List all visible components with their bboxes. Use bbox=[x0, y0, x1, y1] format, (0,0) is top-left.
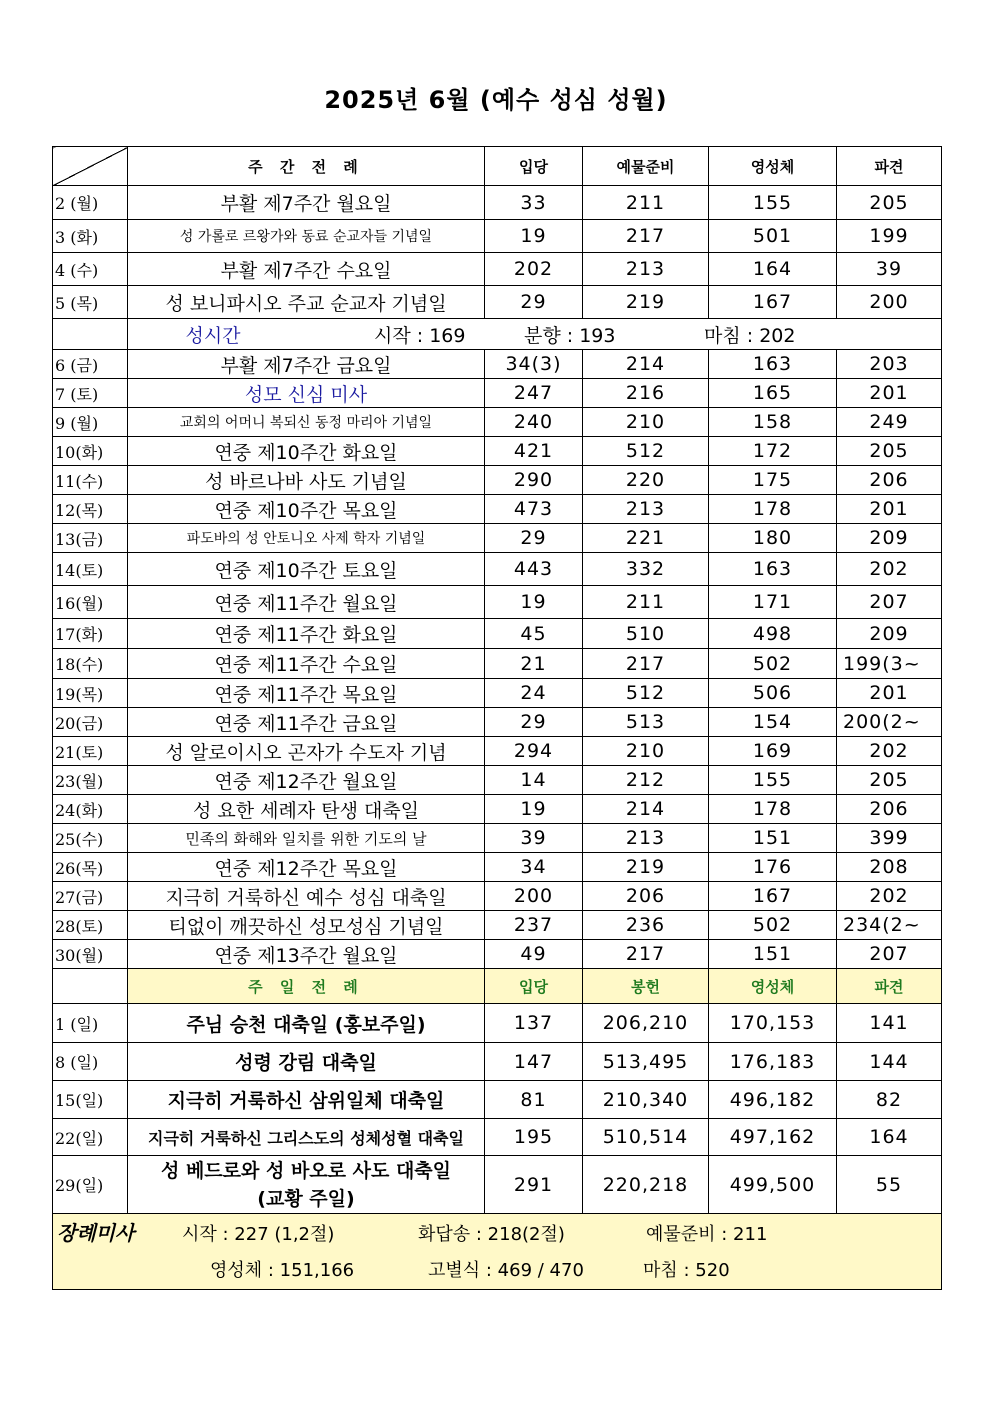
dismissal-value: 201 bbox=[837, 379, 942, 408]
dismissal-value: 82 bbox=[837, 1081, 942, 1119]
weekday_rows2-row bbox=[53, 853, 942, 882]
offertory-value: 510 bbox=[583, 619, 709, 649]
offertory-value: 510,514 bbox=[583, 1119, 709, 1156]
offertory-value: 213 bbox=[583, 824, 709, 853]
liturgy-name-cell: 성 가롤로 르왕가와 동료 순교자들 기념일 bbox=[128, 220, 485, 253]
holy-hour-empty-cell bbox=[53, 319, 128, 350]
dismissal-value: 202 bbox=[837, 882, 942, 911]
liturgy-name-cell: 성모 신심 미사 bbox=[128, 379, 485, 408]
entrance-value: 29 bbox=[485, 708, 583, 737]
liturgy-name-cell: 연중 제11주간 수요일 bbox=[128, 649, 485, 679]
liturgy-name-cell: 연중 제10주간 토요일 bbox=[128, 553, 485, 586]
entrance-value: 237 bbox=[485, 911, 583, 940]
sunday-header-offering: 봉헌 bbox=[583, 969, 709, 1004]
sunday-header-corner bbox=[53, 969, 128, 1004]
entrance-value: 200 bbox=[485, 882, 583, 911]
communion-value: 158 bbox=[709, 408, 837, 437]
liturgy-name-cell: 연중 제10주간 목요일 bbox=[128, 495, 485, 524]
entrance-value: 19 bbox=[485, 795, 583, 824]
weekday_rows2-row bbox=[53, 379, 942, 408]
liturgy-name-cell: 연중 제13주간 월요일 bbox=[128, 940, 485, 969]
funeral-label: 장례미사 bbox=[57, 1220, 135, 1245]
funeral-mass-row bbox=[53, 1214, 942, 1290]
entrance-value: 240 bbox=[485, 408, 583, 437]
entrance-value: 294 bbox=[485, 737, 583, 766]
date-cell: 27(금) bbox=[53, 882, 128, 911]
date-cell: 1 (일) bbox=[53, 1004, 128, 1043]
date-cell: 8 (일) bbox=[53, 1043, 128, 1081]
date-cell: 12(목) bbox=[53, 495, 128, 524]
dismissal-value: 205 bbox=[837, 437, 942, 466]
liturgy-name-line1: 성 베드로와 성 바오로 사도 대축일 bbox=[160, 1159, 452, 1182]
liturgy-name-cell: 교회의 어머니 복되신 동정 마리아 기념일 bbox=[128, 408, 485, 437]
communion-value: 163 bbox=[709, 350, 837, 379]
dismissal-value: 205 bbox=[837, 186, 942, 220]
date-cell: 16(월) bbox=[53, 586, 128, 619]
funeral-mass-cell bbox=[53, 1214, 942, 1290]
liturgy-name-cell bbox=[128, 1156, 485, 1214]
dismissal-value: 206 bbox=[837, 795, 942, 824]
holy-hour-end: 마침 : 202 bbox=[704, 324, 796, 347]
liturgy-name-cell: 성 바르나바 사도 기념일 bbox=[128, 466, 485, 495]
communion-value: 164 bbox=[709, 253, 837, 286]
sunday-header-communion: 영성체 bbox=[709, 969, 837, 1004]
offertory-value: 214 bbox=[583, 350, 709, 379]
entrance-value: 247 bbox=[485, 379, 583, 408]
entrance-value: 202 bbox=[485, 253, 583, 286]
dismissal-value: 200(2~ bbox=[837, 708, 942, 737]
weekday_rows2-row bbox=[53, 795, 942, 824]
offertory-value: 206,210 bbox=[583, 1004, 709, 1043]
header-entrance: 입당 bbox=[485, 147, 583, 186]
date-cell: 7 (토) bbox=[53, 379, 128, 408]
sunday-header-dismissal: 파견 bbox=[837, 969, 942, 1004]
liturgy-name-cell: 지극히 거룩하신 예수 성심 대축일 bbox=[128, 882, 485, 911]
communion-value: 155 bbox=[709, 186, 837, 220]
funeral-communion: 영성체 : 151,166 bbox=[210, 1259, 355, 1281]
weekday_rows2-row bbox=[53, 553, 942, 586]
entrance-value: 34 bbox=[485, 853, 583, 882]
liturgy-name-cell: 티없이 깨끗하신 성모성심 기념일 bbox=[128, 911, 485, 940]
weekday_rows2-row bbox=[53, 737, 942, 766]
dismissal-value: 200 bbox=[837, 286, 942, 319]
dismissal-value: 208 bbox=[837, 853, 942, 882]
liturgy-name-cell: 주님 승천 대축일 (홍보주일) bbox=[128, 1004, 485, 1043]
date-cell: 9 (월) bbox=[53, 408, 128, 437]
date-cell: 14(토) bbox=[53, 553, 128, 586]
sunday-header-name: 주 일 전 례 bbox=[128, 969, 485, 1004]
date-cell: 25(수) bbox=[53, 824, 128, 853]
dismissal-value: 205 bbox=[837, 766, 942, 795]
dismissal-value: 39 bbox=[837, 253, 942, 286]
dismissal-value: 201 bbox=[837, 679, 942, 708]
entrance-value: 19 bbox=[485, 220, 583, 253]
communion-value: 180 bbox=[709, 524, 837, 553]
date-cell: 5 (목) bbox=[53, 286, 128, 319]
weekday_rows2-row bbox=[53, 437, 942, 466]
entrance-value: 45 bbox=[485, 619, 583, 649]
weekday_rows-row bbox=[53, 220, 942, 253]
communion-value: 170,153 bbox=[709, 1004, 837, 1043]
entrance-value: 19 bbox=[485, 586, 583, 619]
weekday_rows2-row bbox=[53, 679, 942, 708]
liturgy-name-cell: 부활 제7주간 월요일 bbox=[128, 186, 485, 220]
offertory-value: 220,218 bbox=[583, 1156, 709, 1214]
weekday_rows2-row bbox=[53, 350, 942, 379]
liturgy-name-cell: 연중 제10주간 화요일 bbox=[128, 437, 485, 466]
liturgy-name-cell: 부활 제7주간 수요일 bbox=[128, 253, 485, 286]
communion-value: 151 bbox=[709, 824, 837, 853]
date-cell: 28(토) bbox=[53, 911, 128, 940]
liturgy-name-cell: 연중 제12주간 목요일 bbox=[128, 853, 485, 882]
holy-hour-cell bbox=[128, 319, 942, 350]
date-cell: 10(화) bbox=[53, 437, 128, 466]
communion-value: 163 bbox=[709, 553, 837, 586]
liturgy-name-cell: 성 요한 세례자 탄생 대축일 bbox=[128, 795, 485, 824]
holy-hour-row bbox=[53, 319, 942, 350]
weekday_rows2-row bbox=[53, 940, 942, 969]
funeral-end: 마침 : 520 bbox=[643, 1259, 730, 1281]
offertory-value: 513,495 bbox=[583, 1043, 709, 1081]
liturgy-name-cell: 연중 제11주간 월요일 bbox=[128, 586, 485, 619]
header-offertory: 예물준비 bbox=[583, 147, 709, 186]
dismissal-value: 209 bbox=[837, 524, 942, 553]
liturgy-name-cell: 성령 강림 대축일 bbox=[128, 1043, 485, 1081]
weekday_rows2-row bbox=[53, 766, 942, 795]
entrance-value: 137 bbox=[485, 1004, 583, 1043]
sunday-header-entrance: 입당 bbox=[485, 969, 583, 1004]
entrance-value: 49 bbox=[485, 940, 583, 969]
dismissal-value: 141 bbox=[837, 1004, 942, 1043]
communion-value: 502 bbox=[709, 649, 837, 679]
date-cell: 13(금) bbox=[53, 524, 128, 553]
offertory-value: 213 bbox=[583, 253, 709, 286]
dismissal-value: 202 bbox=[837, 737, 942, 766]
communion-value: 154 bbox=[709, 708, 837, 737]
communion-value: 151 bbox=[709, 940, 837, 969]
offertory-value: 236 bbox=[583, 911, 709, 940]
weekday_rows2-row bbox=[53, 708, 942, 737]
dismissal-value: 164 bbox=[837, 1119, 942, 1156]
sunday_rows-row bbox=[53, 1081, 942, 1119]
dismissal-value: 199(3~ bbox=[837, 649, 942, 679]
communion-value: 169 bbox=[709, 737, 837, 766]
weekday_rows-row bbox=[53, 253, 942, 286]
communion-value: 498 bbox=[709, 619, 837, 649]
weekday_rows2-row bbox=[53, 586, 942, 619]
offertory-value: 219 bbox=[583, 286, 709, 319]
liturgy-name-cell: 연중 제11주간 화요일 bbox=[128, 619, 485, 649]
dismissal-value: 206 bbox=[837, 466, 942, 495]
sunday_rows-row bbox=[53, 1043, 942, 1081]
dismissal-value: 201 bbox=[837, 495, 942, 524]
offertory-value: 332 bbox=[583, 553, 709, 586]
offertory-value: 212 bbox=[583, 766, 709, 795]
date-cell: 23(월) bbox=[53, 766, 128, 795]
weekday_rows2-row bbox=[53, 911, 942, 940]
liturgy-name-cell: 파도바의 성 안토니오 사제 학자 기념일 bbox=[128, 524, 485, 553]
offertory-value: 210 bbox=[583, 408, 709, 437]
communion-value: 499,500 bbox=[709, 1156, 837, 1214]
weekday_rows2-row bbox=[53, 824, 942, 853]
dismissal-value: 234(2~ bbox=[837, 911, 942, 940]
communion-value: 176 bbox=[709, 853, 837, 882]
dismissal-value: 144 bbox=[837, 1043, 942, 1081]
offertory-value: 221 bbox=[583, 524, 709, 553]
sunday_rows-row bbox=[53, 1119, 942, 1156]
date-cell: 21(토) bbox=[53, 737, 128, 766]
header-communion: 영성체 bbox=[709, 147, 837, 186]
dismissal-value: 209 bbox=[837, 619, 942, 649]
entrance-value: 195 bbox=[485, 1119, 583, 1156]
weekday-header-name: 주 간 전 례 bbox=[128, 147, 485, 186]
weekday_rows-row bbox=[53, 286, 942, 319]
dismissal-value: 249 bbox=[837, 408, 942, 437]
communion-value: 167 bbox=[709, 882, 837, 911]
offertory-value: 220 bbox=[583, 466, 709, 495]
offertory-value: 219 bbox=[583, 853, 709, 882]
entrance-value: 290 bbox=[485, 466, 583, 495]
page-title: 2025년 6월 (예수 성심 성월) bbox=[324, 86, 668, 114]
entrance-value: 147 bbox=[485, 1043, 583, 1081]
dismissal-value: 207 bbox=[837, 940, 942, 969]
date-cell: 22(일) bbox=[53, 1119, 128, 1156]
date-cell: 3 (화) bbox=[53, 220, 128, 253]
liturgy-table bbox=[52, 146, 942, 1290]
date-cell: 29(일) bbox=[53, 1156, 128, 1214]
funeral-line-2 bbox=[53, 1252, 941, 1289]
header-corner-cell bbox=[53, 147, 128, 186]
communion-value: 171 bbox=[709, 586, 837, 619]
offertory-value: 512 bbox=[583, 437, 709, 466]
entrance-value: 29 bbox=[485, 524, 583, 553]
holy-hour-incense: 분향 : 193 bbox=[524, 324, 616, 347]
holy-hour-start: 시작 : 169 bbox=[374, 324, 466, 347]
offertory-value: 211 bbox=[583, 186, 709, 220]
weekday_rows2-row bbox=[53, 408, 942, 437]
date-cell: 4 (수) bbox=[53, 253, 128, 286]
holy-hour-label: 성시간 bbox=[185, 324, 241, 347]
entrance-value: 39 bbox=[485, 824, 583, 853]
offertory-value: 210 bbox=[583, 737, 709, 766]
offertory-value: 210,340 bbox=[583, 1081, 709, 1119]
communion-value: 502 bbox=[709, 911, 837, 940]
liturgy-name-cell: 연중 제12주간 월요일 bbox=[128, 766, 485, 795]
weekday-header-row bbox=[53, 147, 942, 186]
date-cell: 2 (월) bbox=[53, 186, 128, 220]
dismissal-value: 202 bbox=[837, 553, 942, 586]
date-cell: 6 (금) bbox=[53, 350, 128, 379]
dismissal-value: 203 bbox=[837, 350, 942, 379]
liturgy-name-cell: 성 알로이시오 곤자가 수도자 기념 bbox=[128, 737, 485, 766]
offertory-value: 512 bbox=[583, 679, 709, 708]
entrance-value: 81 bbox=[485, 1081, 583, 1119]
offertory-value: 211 bbox=[583, 586, 709, 619]
entrance-value: 34(3) bbox=[485, 350, 583, 379]
entrance-value: 21 bbox=[485, 649, 583, 679]
communion-value: 501 bbox=[709, 220, 837, 253]
entrance-value: 291 bbox=[485, 1156, 583, 1214]
communion-value: 176,183 bbox=[709, 1043, 837, 1081]
communion-value: 167 bbox=[709, 286, 837, 319]
entrance-value: 473 bbox=[485, 495, 583, 524]
date-cell: 30(월) bbox=[53, 940, 128, 969]
liturgy-name-cell: 지극히 거룩하신 삼위일체 대축일 bbox=[128, 1081, 485, 1119]
entrance-value: 443 bbox=[485, 553, 583, 586]
offertory-value: 216 bbox=[583, 379, 709, 408]
dismissal-value: 207 bbox=[837, 586, 942, 619]
funeral-farewell: 고별식 : 469 / 470 bbox=[428, 1259, 584, 1281]
funeral-start: 시작 : 227 (1,2절) bbox=[182, 1223, 335, 1245]
weekday_rows-row bbox=[53, 186, 942, 220]
entrance-value: 33 bbox=[485, 186, 583, 220]
date-cell: 24(화) bbox=[53, 795, 128, 824]
sunday_rows-row bbox=[53, 1156, 942, 1214]
offertory-value: 206 bbox=[583, 882, 709, 911]
offertory-value: 513 bbox=[583, 708, 709, 737]
communion-value: 496,182 bbox=[709, 1081, 837, 1119]
communion-value: 178 bbox=[709, 495, 837, 524]
funeral-line-1 bbox=[53, 1215, 941, 1252]
offertory-value: 217 bbox=[583, 220, 709, 253]
dismissal-value: 55 bbox=[837, 1156, 942, 1214]
dismissal-value: 199 bbox=[837, 220, 942, 253]
communion-value: 172 bbox=[709, 437, 837, 466]
header-dismissal: 파견 bbox=[837, 147, 942, 186]
communion-value: 497,162 bbox=[709, 1119, 837, 1156]
date-cell: 26(목) bbox=[53, 853, 128, 882]
liturgy-name-cell: 지극히 거룩하신 그리스도의 성체성혈 대축일 bbox=[128, 1119, 485, 1156]
offertory-value: 217 bbox=[583, 649, 709, 679]
liturgy-name-cell: 연중 제11주간 목요일 bbox=[128, 679, 485, 708]
liturgy-name-cell: 민족의 화해와 일치를 위한 기도의 날 bbox=[128, 824, 485, 853]
sunday_rows-row bbox=[53, 1004, 942, 1043]
weekday_rows2-row bbox=[53, 619, 942, 649]
funeral-responsory: 화답송 : 218(2절) bbox=[418, 1223, 565, 1245]
date-cell: 15(일) bbox=[53, 1081, 128, 1119]
offertory-value: 213 bbox=[583, 495, 709, 524]
offertory-value: 214 bbox=[583, 795, 709, 824]
sunday-header-row bbox=[53, 969, 942, 1004]
communion-value: 178 bbox=[709, 795, 837, 824]
liturgy-name-cell: 부활 제7주간 금요일 bbox=[128, 350, 485, 379]
communion-value: 175 bbox=[709, 466, 837, 495]
liturgy-name-line2: (교황 주일) bbox=[257, 1187, 355, 1210]
weekday_rows2-row bbox=[53, 495, 942, 524]
entrance-value: 14 bbox=[485, 766, 583, 795]
date-cell: 19(목) bbox=[53, 679, 128, 708]
communion-value: 506 bbox=[709, 679, 837, 708]
liturgy-name-cell: 성 보니파시오 주교 순교자 기념일 bbox=[128, 286, 485, 319]
date-cell: 17(화) bbox=[53, 619, 128, 649]
offertory-value: 217 bbox=[583, 940, 709, 969]
weekday_rows2-row bbox=[53, 466, 942, 495]
liturgy-name-cell: 연중 제11주간 금요일 bbox=[128, 708, 485, 737]
dismissal-value: 399 bbox=[837, 824, 942, 853]
date-cell: 18(수) bbox=[53, 649, 128, 679]
weekday_rows2-row bbox=[53, 524, 942, 553]
date-cell: 11(수) bbox=[53, 466, 128, 495]
entrance-value: 29 bbox=[485, 286, 583, 319]
communion-value: 155 bbox=[709, 766, 837, 795]
date-cell: 20(금) bbox=[53, 708, 128, 737]
weekday_rows2-row bbox=[53, 649, 942, 679]
entrance-value: 24 bbox=[485, 679, 583, 708]
communion-value: 165 bbox=[709, 379, 837, 408]
funeral-offertory: 예물준비 : 211 bbox=[646, 1223, 768, 1245]
entrance-value: 421 bbox=[485, 437, 583, 466]
weekday_rows2-row bbox=[53, 882, 942, 911]
